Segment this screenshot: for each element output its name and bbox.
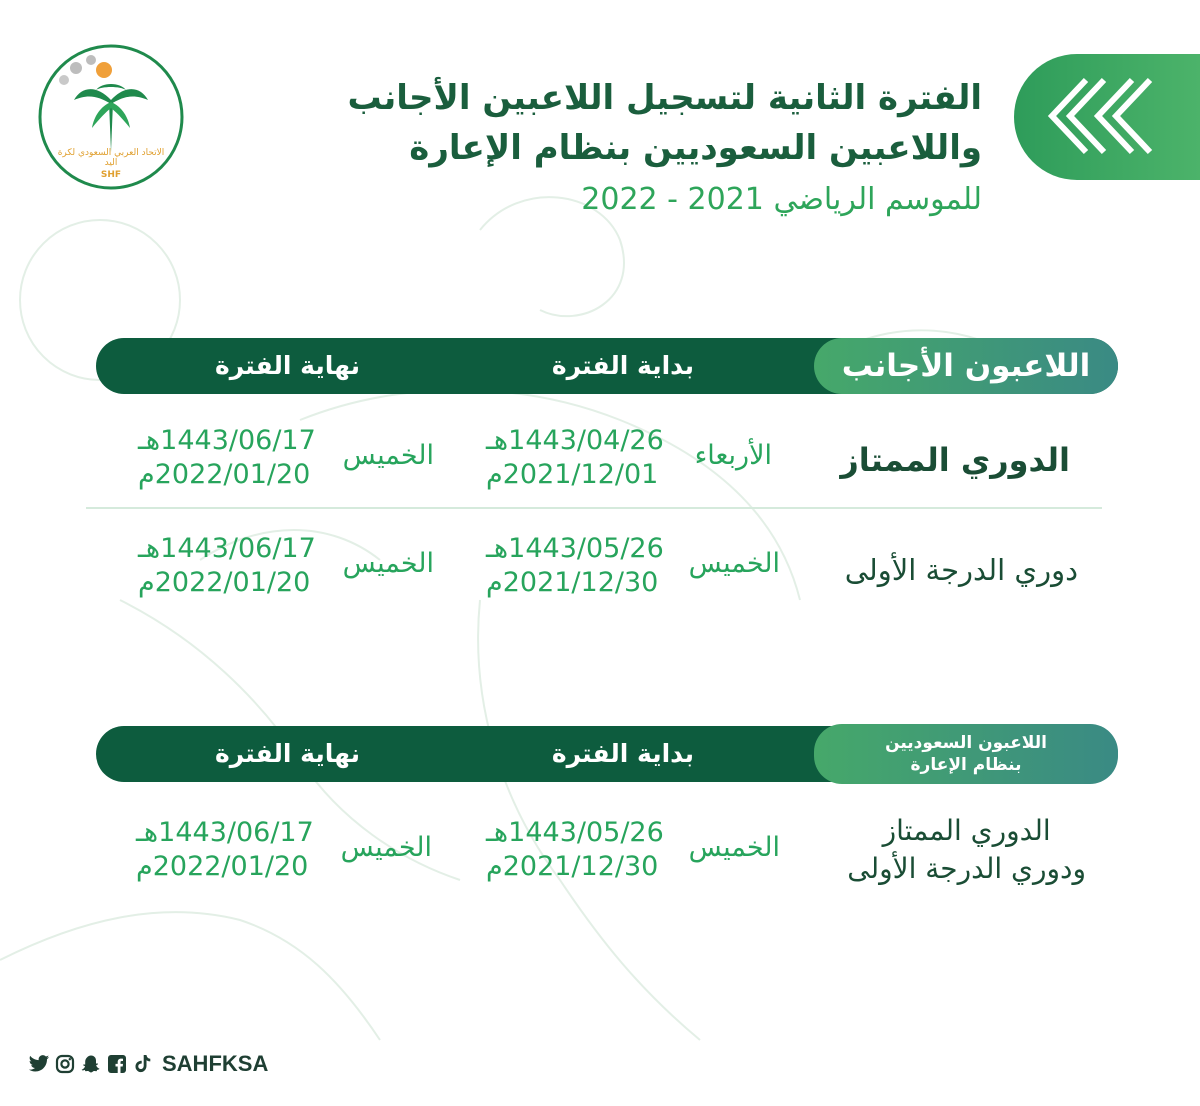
row-divider (86, 507, 1102, 509)
start-date-hijri (486, 816, 664, 849)
league-name: الدوري الممتاز (840, 441, 1070, 479)
col-start-heading: بداية الفترة (551, 351, 694, 380)
league-name: دوري الدرجة الأولى (844, 553, 1078, 587)
section-foreign-bar (96, 338, 1118, 394)
col-end-heading: نهاية الفترة (215, 739, 360, 768)
league-name-line1: الدوري الممتاز (882, 814, 1051, 847)
start-gregorian-text: 2021/12/30م (486, 851, 659, 882)
facebook-icon[interactable] (106, 1053, 128, 1075)
arrow-badge (1014, 54, 1200, 180)
instagram-icon[interactable] (54, 1053, 76, 1075)
section-saudi-label-line1: اللاعبون السعوديين (885, 733, 1047, 753)
section-foreign-label: اللاعبون الأجانب (814, 338, 1118, 394)
social-footer (28, 1049, 268, 1079)
end-gregorian-text: 2022/01/20م (136, 851, 309, 882)
end-date-gregorian (136, 850, 308, 883)
end-date-gregorian (138, 458, 310, 491)
snapchat-icon[interactable] (80, 1053, 102, 1075)
end-day: الخميس (342, 440, 434, 471)
start-date-gregorian (486, 850, 658, 883)
end-date-hijri (138, 532, 316, 565)
start-date-hijri (486, 532, 664, 565)
end-hijri-text: 1443/06/17هـ (136, 817, 314, 848)
social-handle[interactable]: SAHFKSA (162, 1051, 269, 1076)
col-end-heading: نهاية الفترة (215, 351, 360, 380)
start-date-hijri (486, 424, 664, 457)
end-date-gregorian (138, 566, 310, 599)
col-start-heading: بداية الفترة (551, 739, 694, 768)
shf-logo (36, 42, 186, 192)
section-saudi-bar (96, 726, 1118, 782)
double-chevron-left-icon (1014, 54, 1200, 180)
start-gregorian-text: 2021/12/30م (486, 567, 659, 598)
league-name-line2: ودوري الدرجة الأولى (847, 852, 1086, 885)
end-day: الخميس (340, 832, 432, 863)
start-hijri-text: 1443/04/26هـ (486, 425, 664, 456)
logo-arabic-text: الاتحاد العربي السعودي لكرة اليد (57, 148, 165, 168)
tiktok-icon[interactable] (132, 1053, 154, 1075)
section-saudi-label-line2: بنظام الإعارة (910, 755, 1022, 775)
end-date-hijri (136, 816, 314, 849)
start-day: الخميس (688, 548, 780, 579)
end-date-hijri (138, 424, 316, 457)
end-gregorian-text: 2022/01/20م (138, 459, 311, 490)
start-date-gregorian (486, 458, 658, 491)
page-subtitle: للموسم الرياضي 2021 - 2022 (581, 182, 982, 217)
start-hijri-text: 1443/05/26هـ (486, 533, 664, 564)
end-gregorian-text: 2022/01/20م (138, 567, 311, 598)
end-hijri-text: 1443/06/17هـ (138, 533, 316, 564)
page-title-line1: الفترة الثانية لتسجيل اللاعبين الأجانب (347, 78, 982, 118)
league-name (847, 812, 1086, 888)
page-title-line2: واللاعبين السعوديين بنظام الإعارة (409, 128, 982, 168)
section-saudi-label (814, 724, 1118, 784)
end-hijri-text: 1443/06/17هـ (138, 425, 316, 456)
start-day: الخميس (688, 832, 780, 863)
start-date-gregorian (486, 566, 658, 599)
start-hijri-text: 1443/05/26هـ (486, 817, 664, 848)
end-day: الخميس (342, 548, 434, 579)
twitter-icon[interactable] (28, 1053, 50, 1075)
start-day: الأربعاء (694, 440, 772, 471)
start-gregorian-text: 2021/12/01م (486, 459, 659, 490)
logo-abbreviation: SHF (100, 170, 122, 180)
